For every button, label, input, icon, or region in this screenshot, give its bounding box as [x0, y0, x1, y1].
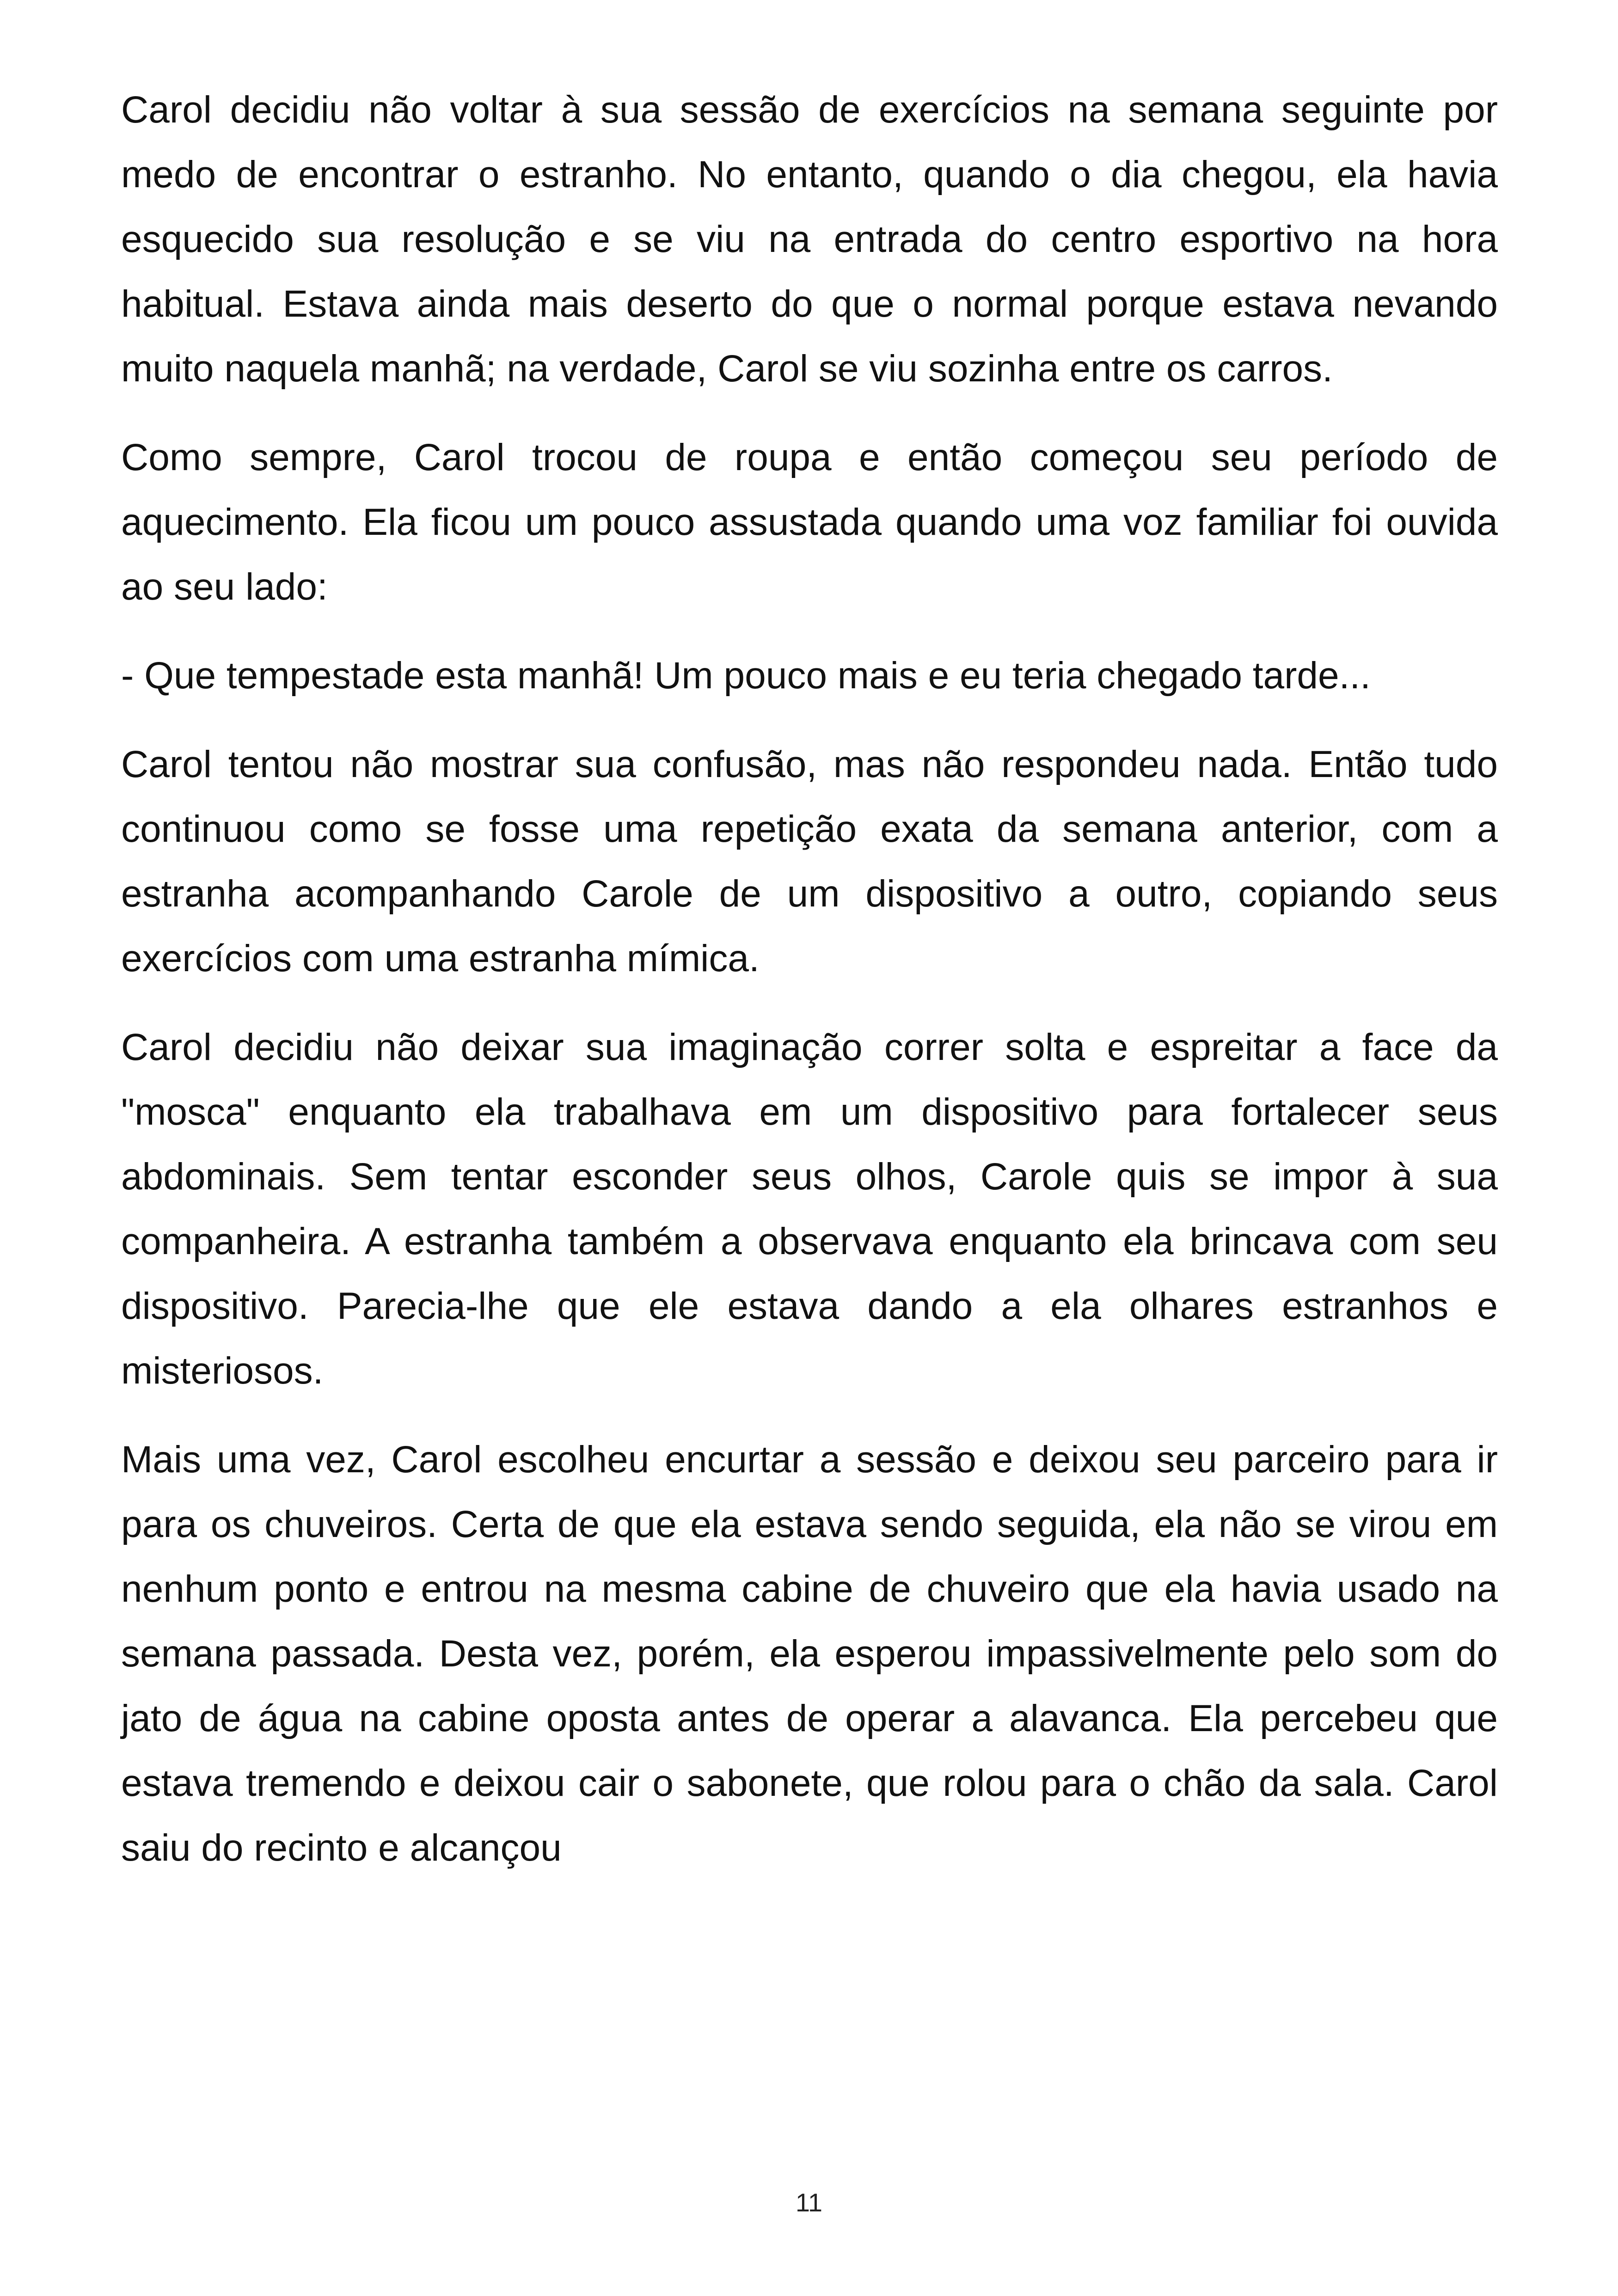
paragraph-5: Carol decidiu não deixar sua imaginação correr solta e espreitar a face da "mosca" enquanto ela trabalhava em um dispositivo para fortalecer seus abdominais. Sem tentar esconder seus olhos, Carole quis se impor à sua companheira. A estranha também a observava enquanto ela brincava com seu dispositivo. Parecia-lhe que ele estava dando a ela olhares estranhos e misteriosos. [121, 1026, 1498, 1392]
paragraph-6: Mais uma vez, Carol escolheu encurtar a sessão e deixou seu parceiro para ir para os chuveiros. Certa de que ela estava sendo seguida, ela não se virou em nenhum ponto e entrou na mesma cabine de chuveiro que ela havia usado na semana passada. Desta vez, porém, ela esperou impassivelmente pelo som do jato de água na cabine oposta antes de operar a alavanca. Ela percebeu que estava tremendo e deixou cair o sabonete, que rolou para o chão da sala. Carol saiu do recinto e alcançou [121, 1439, 1498, 1869]
body-text [121, 78, 1498, 1904]
page-number: 11 [795, 2188, 823, 2217]
paragraph-4: Carol tentou não mostrar sua confusão, mas não respondeu nada. Então tudo continuou como se fosse uma repetição exata da semana anterior, com a estranha acompanhando Carole de um dispositivo a outro, copiando seus exercícios com uma estranha mímica. [121, 743, 1498, 980]
paragraph-3: - Que tempestade esta manhã! Um pouco mais e eu teria chegado tarde... [121, 655, 1371, 697]
paragraph-1: Carol decidiu não voltar à sua sessão de exercícios na semana seguinte por medo de encontrar o estranho. No entanto, quando o dia chegou, ela havia esquecido sua resolução e se viu na entrada do centro esportivo na hora habitual. Estava ainda mais deserto do que o normal porque estava nevando muito naquela manhã; na verdade, Carol se viu sozinha entre os carros. [121, 89, 1498, 390]
paragraph-2: Como sempre, Carol trocou de roupa e então começou seu período de aquecimento. Ela ficou um pouco assustada quando uma voz familiar foi ouvida ao seu lado: [121, 436, 1498, 608]
